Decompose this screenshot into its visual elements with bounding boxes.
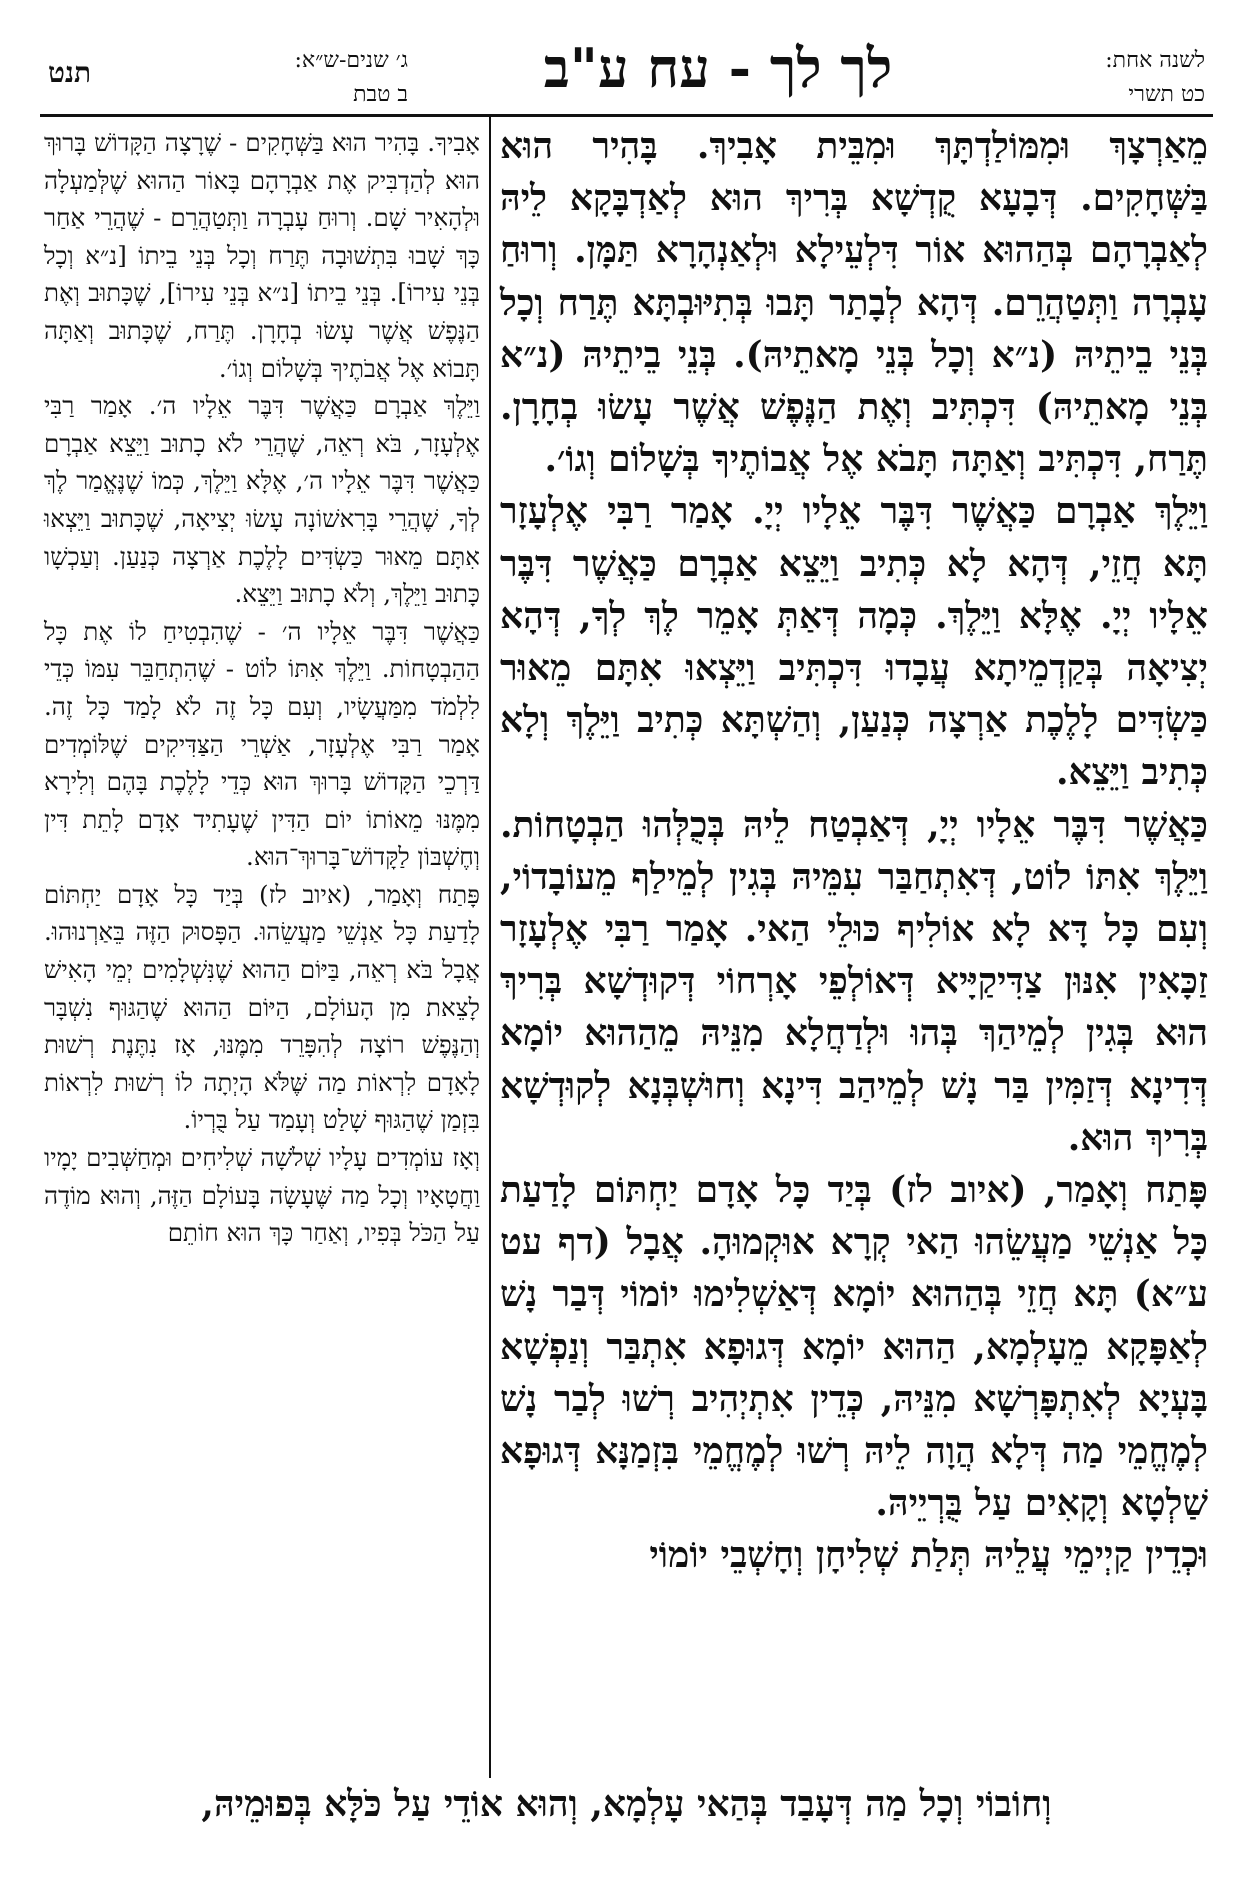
- zohar-bottom-line: וְחוֹבוֹי וְכָל מַה דְּעָבַד בְּהַאי עָלְמָא, וְהוּא אוֹדֵי עַל כֹּלָּא בְּפוּמֵיהּ,: [201, 1783, 1052, 1825]
- translation-paragraph: פָּתַח וְאָמַר, (איוב לז) בְּיַד כָּל אָדָם יַחְתּוֹם לָדַעַת כָּל אַנְשֵׁי מַעֲשֵׂהוּ. הַפָּסוּק הַזֶּה בֵּאַרְנוּהוּ. אֲבָל בֹּא רְאֵה, בַּיּוֹם הַהוּא שֶׁנִּשְׁלָמִים יְמֵי הָאִישׁ לָצֵאת מִן הָעוֹלָם, הַיּוֹם הַהוּא שֶׁהַגּוּף נִשְׁבָּר וְהַנֶּפֶשׁ רוֹצָה לְהִפָּרֵד מִמֶּנּוּ, אָז נִתֶּנֶת רְשׁוּת לָאָדָם לִרְאוֹת מַה שֶּׁלֹּא הָיְתָה לוֹ רְשׁוּת לִרְאוֹת בִּזְמַן שֶׁהַגּוּף שָׁלַט וְעָמַד עַל בֻּרְיוֹ.: [44, 879, 480, 1135]
- translation-paragraph: אָבִיךָ. בָּהִיר הוּא בַּשְּׁחָקִים - שֶׁרָצָה הַקָּדוֹשׁ בָּרוּךְ הוּא לְהַדְבִּיק אֶת אַבְרָהָם בָּאוֹר הַהוּא שֶׁלְּמַעְלָה וּלְהָאִיר שָׁם. וְרוּחַ עָבְרָה וַתְּטַהֲרֵם - שֶׁהֲרֵי אַחַר כָּךְ שָׁבוּ בִּתְשׁוּבָה תֶּרַח וְכָל בְּנֵי בֵיתוֹ [נ״א וְכָל בְּנֵי עִירוֹ]. בְּנֵי בֵיתוֹ [נ״א בְּנֵי עִירוֹ], שֶׁכָּתוּב וְאֶת הַנֶּפֶשׁ אֲשֶׁר עָשׂוּ בְחָרָן. תֶּרַח, שֶׁכָּתוּב וְאַתָּה תָּבוֹא אֶל אֲבֹתֶיךָ בְּשָׁלוֹם וְגוֹ׳.: [44, 128, 480, 383]
- zohar-paragraph: מֵאַרְצָךְ וּמִמּוֹלַדְתָּךְ וּמִבֵּית אָבִיךְ. בָּהִיר הוּא בַּשְּׁחָקִים. דְּבָעָא קֻדְשָׁא בְּרִיךְ הוּא לְאַדְבָּקָא לֵיהּ לְאַבְרָהָם בְּהַהוּא אוֹר דִּלְעֵילָא וּלְאַנְהָרָא תַּמָּן. וְרוּחַ עָבְרָה וַתְּטַהֲרֵם. דְּהָא לְבָתַר תָּבוּ בְּתִיּוּבְתָּא תֶּרַח וְכָל בְּנֵי בֵיתֵיהּ (נ״א וְכָל בְּנֵי מָאתֵיהּ). בְּנֵי בֵיתֵיהּ (נ״א בְּנֵי מָאתֵיהּ) דִּכְתִּיב וְאֶת הַנֶּפֶשׁ אֲשֶׁר עָשׂוּ בְחָרָן. תֶּרַח, דִּכְתִּיב וְאַתָּה תָּבֹא אֶל אֲבוֹתֶיךָ בְּשָׁלוֹם וְגוֹ׳.: [500, 125, 1208, 481]
- schedule-one-year-date: כט תשרי: [1128, 82, 1205, 107]
- zohar-paragraph: וַיֵּלֶךְ אַבְרָם כַּאֲשֶׁר דִּבֶּר אֵלָיו יְיָ. אָמַר רַבִּי אֶלְעָזָר תָּא חֲזֵי, דְּהָא לָא כְּתִיב וַיֵּצֵא אַבְרָם כַּאֲשֶׁר דִּבֶּר אֵלָיו יְיָ. אֶלָּא וַיֵּלֶךְ. כְּמָה דְּאַתְּ אָמֵר לֶךְ לְךָ, דְּהָא יְצִיאָה בְּקַדְמֵיתָא עֲבָדוּ דִּכְתִּיב וַיֵּצְאוּ אִתָּם מֵאוּר כַּשְׂדִּים לָלֶכֶת אַרְצָה כְּנַעַן, וְהַשְׁתָּא כְּתִיב וַיֵּלֶךְ וְלָא כְּתִיב וַיֵּצֵא.: [500, 490, 1208, 794]
- header-left: [48, 44, 408, 114]
- schedule-three-years-label: ג׳ שנים-ש״א:: [294, 48, 408, 73]
- page-title: לך לך - עח ע"ב: [543, 36, 893, 100]
- column-divider: [489, 116, 491, 1778]
- schedule-three-years-date: ב טבת: [353, 82, 408, 107]
- translation-paragraph: כַּאֲשֶׁר דִּבֶּר אֵלָיו ה׳ - שֶׁהִבְטִיחַ לוֹ אֶת כָּל הַהַבְטָחוֹת. וַיֵּלֶךְ אִתּוֹ לוֹט - שֶׁהִתְחַבֵּר עִמּוֹ כְּדֵי לִלְמֹד מִמַּעֲשָׂיו, וְעִם כָּל זֶה לֹא לָמַד כָּל זֶה. אָמַר רַבִּי אֶלְעָזָר, אַשְׁרֵי הַצַּדִּיקִים שֶׁלּוֹמְדִים דַּרְכֵי הַקָּדוֹשׁ בָּרוּךְ הוּא כְּדֵי לָלֶכֶת בָּהֶם וְלִירָא מִמֶּנּוּ מֵאוֹתוֹ יוֹם הַדִּין שֶׁעָתִיד אָדָם לָתֵת דִּין וְחֶשְׁבּוֹן לַקָּדוֹשׁ־בָּרוּךְ־הוּא.: [44, 616, 480, 872]
- folio-number: תנט: [48, 56, 92, 89]
- zohar-paragraph: פָּתַח וְאָמַר, (איוב לז) בְּיַד כָּל אָדָם יַחְתּוֹם לָדַעַת כָּל אַנְשֵׁי מַעֲשֵׂהוּ הַאי קְרָא אוּקְמוּהָ. אֲבָל (דף עט ע״א) תָּא חֲזֵי בְּהַהוּא יוֹמָא דְּאַשְׁלִימוּ יוֹמוֹי דְּבַר נָשׁ לְאַפָּקָא מֵעָלְמָא, הַהוּא יוֹמָא דְּגוּפָא אִתְבַּר וְנַפְשָׁא בָּעְיָא לְאִתְפָּרְשָׁא מִנֵּיהּ, כְּדֵין אִתְיְהִיב רְשׁוּ לְבַר נָשׁ לְמֶחֱמֵי מַה דְּלָא הֲוָה לֵיהּ רְשׁוּ לְמֶחֱמֵי בִּזְמַנָּא דְּגוּפָא שַׁלְטָא וְקָאִים עַל בֻּרְיֵיהּ.: [500, 1169, 1208, 1525]
- zohar-paragraph: כַּאֲשֶׁר דִּבֶּר אֵלָיו יְיָ, דְּאַבְטַח לֵיהּ בְּכֻלְּהוּ הַבְטָחוֹת. וַיֵּלֶךְ אִתּוֹ לוֹט, דְּאִתְחַבַּר עִמֵּיהּ בְּגִין לְמֵילַף מֵעוֹבָדוֹי, וְעִם כָּל דָּא לָא אוֹלִיף כּוּלֵי הַאי. אָמַר רַבִּי אֶלְעָזָר זַכָּאִין אִנּוּן צַדִּיקַיָּיא דְּאוֹלְפֵי אָרְחוֹי דְּקוּדְשָׁא בְּרִיךְ הוּא בְּגִין לְמֵיהַךְ בְּהוּ וּלְדַחֲלָא מִנֵּיהּ מֵהַהוּא יוֹמָא דְּדִינָא דְּזַמִּין בַּר נָשׁ לְמֵיהַב דִּינָא וְחוּשְׁבְּנָא לְקוּדְשָׁא בְּרִיךְ הוּא.: [500, 803, 1209, 1159]
- zohar-column: [500, 120, 1208, 1582]
- header-rule: [40, 114, 1213, 117]
- translation-column: [44, 124, 480, 1252]
- schedule-one-year: [1105, 44, 1205, 112]
- schedule-three-years: [294, 44, 408, 112]
- schedule-one-year-label: לשנה אחת:: [1105, 48, 1205, 73]
- translation-paragraph: וְאָז עוֹמְדִים עָלָיו שְׁלֹשָׁה שְׁלִיחִים וּמְחַשְּׁבִים יָמָיו וַחֲטָאָיו וְכָל מַה שֶּׁעָשָׂה בָּעוֹלָם הַזֶּה, וְהוּא מוֹדֶה עַל הַכֹּל בְּפִיו, וְאַחַר כָּךְ הוּא חוֹתֵם: [44, 1143, 480, 1248]
- page-header: [48, 36, 1205, 116]
- translation-paragraph: וַיֵּלֶךְ אַבְרָם כַּאֲשֶׁר דִּבֶּר אֵלָיו ה׳. אָמַר רַבִּי אֶלְעָזָר, בֹּא רְאֵה, שֶׁהֲרֵי לֹא כָתוּב וַיֵּצֵא אַבְרָם כַּאֲשֶׁר דִּבֶּר אֵלָיו ה׳, אֶלָּא וַיֵּלֶךְ, כְּמוֹ שֶׁנֶּאֱמַר לֶךְ לְךָ, שֶׁהֲרֵי בָּרִאשׁוֹנָה עָשׂוּ יְצִיאָה, שֶׁכָּתוּב וַיֵּצְאוּ אִתָּם מֵאוּר כַּשְׂדִּים לָלֶכֶת אַרְצָה כְּנַעַן. וְעַכְשָׁו כָּתוּב וַיֵּלֶךְ, וְלֹא כָתוּב וַיֵּצֵא.: [44, 391, 480, 609]
- zohar-paragraph: וּכְדֵין קַיְימֵי עֲלֵיהּ תְּלַת שְׁלִיחָן וְחָשְׁבֵי יוֹמוֹי: [649, 1534, 1208, 1577]
